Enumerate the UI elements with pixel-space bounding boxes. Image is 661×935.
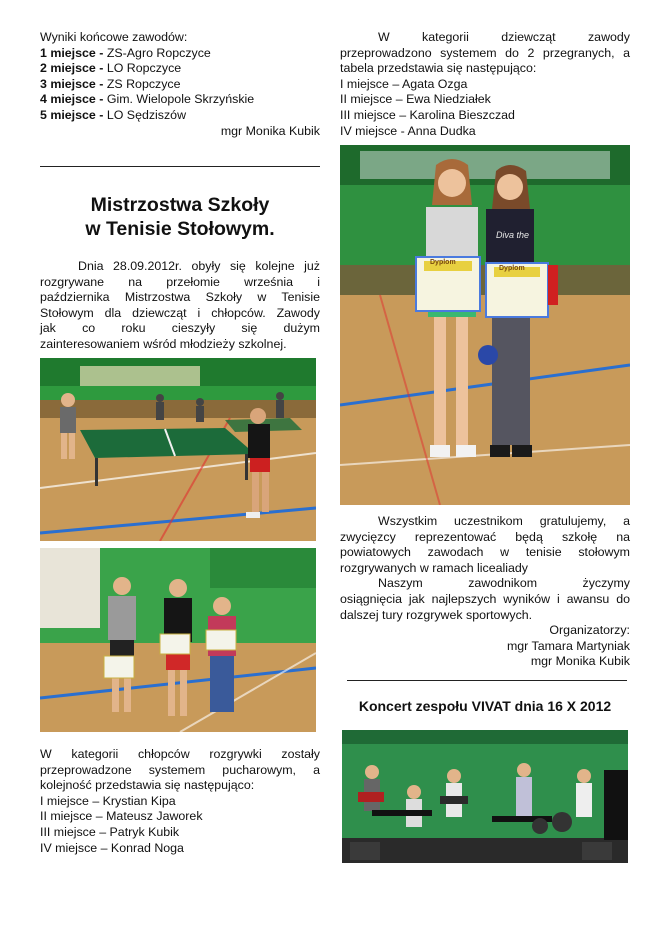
photo-boys-winners — [40, 548, 316, 732]
match-scene — [40, 358, 316, 541]
closing-line: zwycięzcy reprezentować będą szkołę na — [340, 529, 630, 544]
girls-intro-line: przeprowadzono systemem do 2 przegranych, a — [340, 45, 630, 60]
concert-scene — [342, 730, 628, 863]
divider-left — [40, 166, 320, 167]
diploma — [160, 634, 190, 654]
article-line: zainteresowaniem wśród młodzieży szkolnej. — [40, 336, 287, 351]
girls-place: IV miejsce - Anna Dudka — [340, 123, 476, 138]
wall-panel — [40, 548, 100, 628]
article-line: października Mistrzostwa Szkoły w Tenisie — [40, 290, 320, 305]
girls-intro-line: W kategorii dziewcząt zawody — [378, 30, 630, 44]
organizers-label: Organizatorzy: — [549, 623, 630, 638]
drum — [532, 818, 548, 834]
diploma — [206, 630, 236, 650]
musician-4 — [516, 763, 532, 817]
article-title — [40, 193, 320, 241]
boys-place: I miejsce – Krystian Kipa — [40, 793, 176, 808]
closing-line: Wszystkim uczestnikom gratulujemy, a — [378, 514, 630, 528]
article-paragraph — [40, 259, 320, 353]
boys-place: II miejsce – Mateusz Jaworek — [40, 809, 203, 824]
speaker — [604, 770, 628, 840]
closing-line: rozgrywanych w ramach licealiady — [340, 560, 528, 575]
photo-table-tennis-match — [40, 358, 316, 541]
divider-right — [347, 680, 627, 681]
article-line: Dnia 28.09.2012r. obyły się kolejne już — [78, 259, 320, 273]
results-place-2: 2 miejsce - LO Ropczyce — [40, 61, 182, 76]
results-place-3: 3 miejsce - ZS Ropczyce — [40, 76, 181, 91]
results-intro: Wyniki końcowe zawodów: — [40, 30, 188, 44]
diploma — [104, 656, 134, 678]
article-line: Stołowym dla dziewcząt i chłopców. Zawody — [40, 305, 320, 320]
boys-place: III miejsce – Patryk Kubik — [40, 824, 180, 839]
ping-pong-table — [80, 428, 255, 458]
girls-scene — [340, 145, 630, 505]
photo-concert — [342, 730, 628, 863]
article-title-line-2: w Tenisie Stołowym. — [85, 218, 275, 240]
article-line: rozgrywane na przełomie września i — [40, 274, 320, 289]
results-block — [40, 30, 320, 139]
boys-intro-line: kolejność przedstawia się następująco: — [40, 778, 255, 793]
girls-intro-line: tabela przedstawia się następująco: — [340, 61, 537, 76]
girls-place: III miejsce – Karolina Bieszczad — [340, 107, 515, 122]
musician-5 — [576, 769, 592, 817]
drum — [552, 812, 572, 832]
diploma-label-2: Dyplom — [499, 265, 525, 272]
photo-girls-winners — [340, 145, 630, 505]
article-line: jak co roku cieszyły się dużym — [40, 321, 320, 336]
boys-scene — [40, 548, 316, 732]
boys-intro-line: W kategorii chłopców rozgrywki zostały — [40, 747, 320, 761]
organizer-2: mgr Monika Kubik — [530, 654, 630, 669]
paddle-red — [548, 265, 558, 305]
girls-results — [340, 30, 630, 139]
article-title-line-1: Mistrzostwa Szkoły — [90, 194, 270, 216]
closing-line: dalszej tury rozgrywek sportowych. — [340, 607, 533, 622]
musician-2 — [406, 785, 422, 827]
paddle — [478, 345, 498, 365]
closing-line: osiągnięcia jak najlepszych wyników i awansu do — [340, 591, 630, 606]
closing-line: Naszym zawodnikom życzymy — [378, 576, 630, 591]
boys-place: IV miejsce – Konrad Noga — [40, 840, 184, 855]
results-place-5: 5 miejsce - LO Sędziszów — [40, 107, 187, 122]
concert-title-block — [340, 697, 630, 715]
girls-place: II miejsce – Ewa Niedziałek — [340, 92, 491, 107]
window-strip — [360, 151, 610, 179]
closing-block — [340, 514, 630, 670]
shirt-print: Diva the — [496, 230, 530, 240]
results-place-1: 1 miejsce - ZS-Agro Ropczyce — [40, 45, 211, 60]
boys-intro-line: przeprowadzone systemem pucharowym, a — [40, 762, 320, 777]
keyboard — [372, 810, 432, 816]
diploma-label-1: Dyplom — [430, 259, 456, 266]
organizer-1: mgr Tamara Martyniak — [506, 638, 630, 653]
boys-results — [40, 747, 320, 856]
results-place-4: 4 miejsce - Gim. Wielopole Skrzyńskie — [40, 92, 255, 107]
girls-place: I miejsce – Agata Ozga — [340, 76, 468, 91]
concert-title: Koncert zespołu VIVAT dnia 16 X 2012 — [358, 698, 612, 714]
results-signature: mgr Monika Kubik — [220, 123, 320, 138]
window-strip — [80, 366, 200, 386]
closing-line: powiatowych zawodach w tenisie stołowym — [340, 545, 630, 560]
